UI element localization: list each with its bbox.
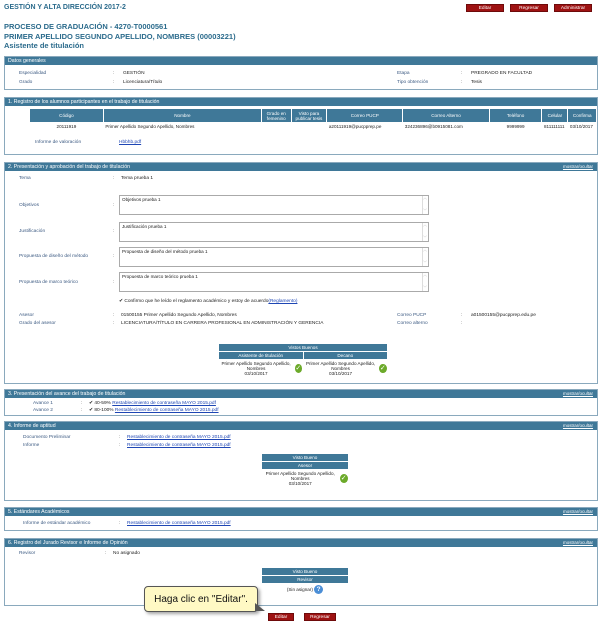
justificacion-textarea[interactable]: Justificación prueba 1 ︿ ﹀ (119, 222, 429, 242)
etapa-label: Etapa (397, 71, 410, 76)
toggle-link[interactable]: mostrar/ocultar (562, 164, 593, 169)
marco-textarea[interactable]: Propuesta de marco teórico prueba 1 ︿ ﹀ (119, 272, 429, 292)
visto-bueno-table: Visto Bueno Asesor Primer Apellido Segundo Apellido, Nombres 03/10/2017 ✓ (261, 453, 349, 487)
correo-pucp-value: a01500155@pucpprep.edu.pe (471, 313, 536, 318)
process-title: PROCESO DE GRADUACIÓN - 4270-T0000561 (4, 22, 168, 31)
revisor-value: No asignado (113, 551, 140, 556)
footer-back-button[interactable]: Regresar (304, 613, 336, 621)
informe-link[interactable]: Restablecimiento de contraseña MAYO 2015.pdf (127, 443, 231, 448)
informe-valoracion-label: Informe de valoración (35, 140, 82, 145)
documento-link[interactable]: Restablecimiento de contraseña MAYO 2015.pdf (127, 435, 231, 440)
scrollbar[interactable] (422, 223, 428, 241)
justificacion-label: Justificación (19, 229, 46, 234)
check-icon: ✔ (119, 299, 124, 304)
avance-2-link[interactable]: Restablecimiento de contraseña MAYO 2015.pdf (114, 408, 219, 413)
marco-label: Propuesta de marco teórico (19, 280, 78, 285)
revisor-label: Revisor (19, 551, 36, 556)
objetivos-label: Objetivos (19, 203, 39, 208)
toggle-link[interactable]: mostrar/ocultar (562, 391, 593, 396)
confirm-row: ✔ Confirmo que he leído el reglamento académico y estoy de acuerdo(Reglamento) (119, 299, 298, 304)
grado-value: Licenciatura/Título (123, 80, 163, 85)
section-title: 5. Estándares Académicos (8, 509, 70, 515)
diseno-textarea[interactable]: Propuesta de diseño del método prueba 1 ︿ ﹀ (119, 247, 429, 267)
grado-asesor-label: Grado del asesor (19, 321, 56, 326)
section-estandares: 5. Estándares Académicos mostrar/ocultar Informe de estándar académico : Restablecimiento de contraseña MAYO 2015.pdf (4, 507, 598, 531)
tema-value: Tema prueba 1 (121, 176, 153, 181)
edit-button[interactable]: Editar (466, 4, 504, 12)
section-aptitud: 4. Informe de aptitud mostrar/ocultar Documento Preliminar : Restablecimiento de contraseña MAYO 2015.pdf Informe : Restablecimiento de contraseña MAYO 2015.pdf Visto Bueno Asesor Primer Apellido Segundo Apellido, Nombres 03/10/2017 ✓ (4, 421, 598, 501)
section-jurado: 6. Registro del Jurado Revisor e Informe de Opinión mostrar/ocultar Revisor : No asignado Visto Bueno Revisor (Sin asignar) ? (4, 538, 598, 606)
toggle-link[interactable]: mostrar/ocultar (562, 509, 593, 514)
correo-pucp-label: Correo PUCP (397, 313, 427, 318)
back-button[interactable]: Regresar (510, 4, 548, 12)
especialidad-label: Especialidad (19, 71, 47, 76)
instruction-tooltip: Haga clic en "Editar". (144, 586, 258, 612)
scrollbar[interactable] (422, 273, 428, 291)
reglamento-link[interactable]: (Reglamento) (268, 299, 298, 304)
section-registro (4, 97, 598, 155)
scrollbar[interactable] (422, 248, 428, 266)
grado-label: Grado (19, 80, 33, 85)
top-toolbar (466, 4, 592, 12)
tipo-value: Tesis (471, 80, 482, 85)
etapa-value: PREGRADO EN FACULTAD (471, 71, 533, 76)
wizard-title: Asistente de titulación (4, 41, 85, 50)
section-datos-generales: Datos generales Especialidad : GESTIÓN Grado : Licenciatura/Título Etapa : PREGRADO EN FACULTAD Tipo obtención : Tesis (4, 56, 598, 90)
scrollbar[interactable] (422, 196, 428, 214)
avance-2-label: Avance 2 (33, 408, 53, 413)
visto-bueno-revisor-table: Visto Bueno Revisor (Sin asignar) ? (261, 567, 349, 595)
documento-label: Documento Preliminar (23, 435, 71, 440)
bottom-toolbar (268, 613, 336, 621)
section-title: 4. Informe de aptitud (8, 423, 56, 429)
tema-label: Tema (19, 176, 31, 181)
toggle-link[interactable]: mostrar/ocultar (562, 540, 593, 545)
diseno-label: Propuesta de diseño del método (19, 254, 89, 259)
section-avance: 3. Presentación del avance del trabajo de titulación mostrar/ocultar Avance 1 : ✔ 40-59% Restablecimiento de contraseña MAYO 2015.pdf Avance 2 : ✔ 80-100% Restablecimiento de contraseña MAYO 2015.pdf (4, 389, 598, 416)
check-circle-icon: ✓ (379, 365, 386, 372)
estandar-link[interactable]: Restablecimiento de contraseña MAYO 2015.pdf (127, 521, 231, 526)
table-row: 20111919 Primer Apellido Segundo Apellido, Nombres a20111919@pucpprep.pe 324236896@b0915081.com 9999999 811111111 03/10/2017 (56, 124, 593, 129)
asesor-label: Asesor (19, 313, 34, 318)
section-title: 6. Registro del Jurado Revisor e Informe de Opinión (8, 540, 128, 546)
section-presentacion: 2. Presentación y aprobación del trabajo de titulación mostrar/ocultar Tema : Tema prueba 1 Objetivos : Objetivos prueba 1 ︿ ﹀ Justificación : Justificación prueba 1 ︿ ﹀ Propuesta de diseño del método : Propuesta de diseño del método prueba 1 ︿ ﹀ Propuesta de marco teórico : Propuesta de marco teórico prueba 1 ︿ ﹀ ✔ Confirmo que he leído el reglamento académico y estoy de acuerdo(Reglamento) Asesor : 01500155 Primer Apellido Segundo Apellido, Nombres Grado del asesor : LICENCIATURA/TÍTULO EN CARRERA PROFESIONAL EN ADMINISTRACIÓN Y GERENCIA Correo PUCP : a01500155@pucpprep.edu.pe Correo alterno : Vistos Buenos Asistente de titulación Decano Primer Apellido Segundo Apellido, Nombres 03/10/2017 ✓ Primer Apellido Segundo Apellido, Nombres 03/10/2017 ✓ (4, 162, 598, 384)
estandar-label: Informe de estándar académico (23, 521, 91, 526)
footer-edit-button[interactable]: Editar (268, 613, 294, 621)
section-title: 2. Presentación y aprobación del trabajo de titulación (8, 164, 130, 170)
check-circle-icon: ✓ (295, 365, 302, 372)
toggle-link[interactable]: mostrar/ocultar (562, 423, 593, 428)
section-title: Datos generales (5, 57, 597, 65)
page-title: GESTIÓN Y ALTA DIRECCIÓN 2017-2 (4, 4, 126, 11)
student-name: PRIMER APELLIDO SEGUNDO APELLIDO, NOMBRES (00003221) (4, 31, 236, 41)
correo-alterno-label: Correo alterno (397, 321, 428, 326)
objetivos-textarea[interactable]: Objetivos prueba 1 ︿ ﹀ (119, 195, 429, 215)
especialidad-value: GESTIÓN (123, 71, 145, 76)
check-icon: ✔ (89, 401, 94, 406)
vistos-buenos-table: Vistos Buenos Asistente de titulación Decano Primer Apellido Segundo Apellido, Nombres 03/10/2017 ✓ Primer Apellido Segundo Apellido, Nombres 03/10/2017 ✓ (218, 343, 388, 377)
students-table (29, 108, 597, 130)
avance-1-link[interactable]: Restablecimiento de contraseña MAYO 2015.pdf (112, 401, 216, 406)
informe-valoracion-link[interactable]: Hbbhb.pdf (119, 140, 142, 145)
tipo-label: Tipo obtención (397, 80, 429, 85)
section-title: 3. Presentación del avance del trabajo de titulación (8, 391, 126, 397)
informe-label: Informe (23, 443, 40, 448)
section-title: 1. Registro de los alumnos participantes en el trabajo de titulación (5, 98, 597, 106)
help-icon[interactable]: ? (314, 585, 323, 594)
table-header: Código Nombre Grado en femenino Visto para publicar tesis Correo PUCP Correo Alterno Teléfono Celular Confirma (30, 109, 597, 123)
check-icon: ✔ (89, 408, 94, 413)
admin-button[interactable]: Administrar (554, 4, 592, 12)
asesor-value: 01500155 Primer Apellido Segundo Apellido, Nombres (121, 313, 237, 318)
grado-asesor-value: LICENCIATURA/TÍTULO EN CARRERA PROFESIONAL EN ADMINISTRACIÓN Y GERENCIA (121, 321, 324, 326)
avance-1-label: Avance 1 (33, 401, 53, 406)
check-circle-icon: ✓ (340, 475, 347, 482)
